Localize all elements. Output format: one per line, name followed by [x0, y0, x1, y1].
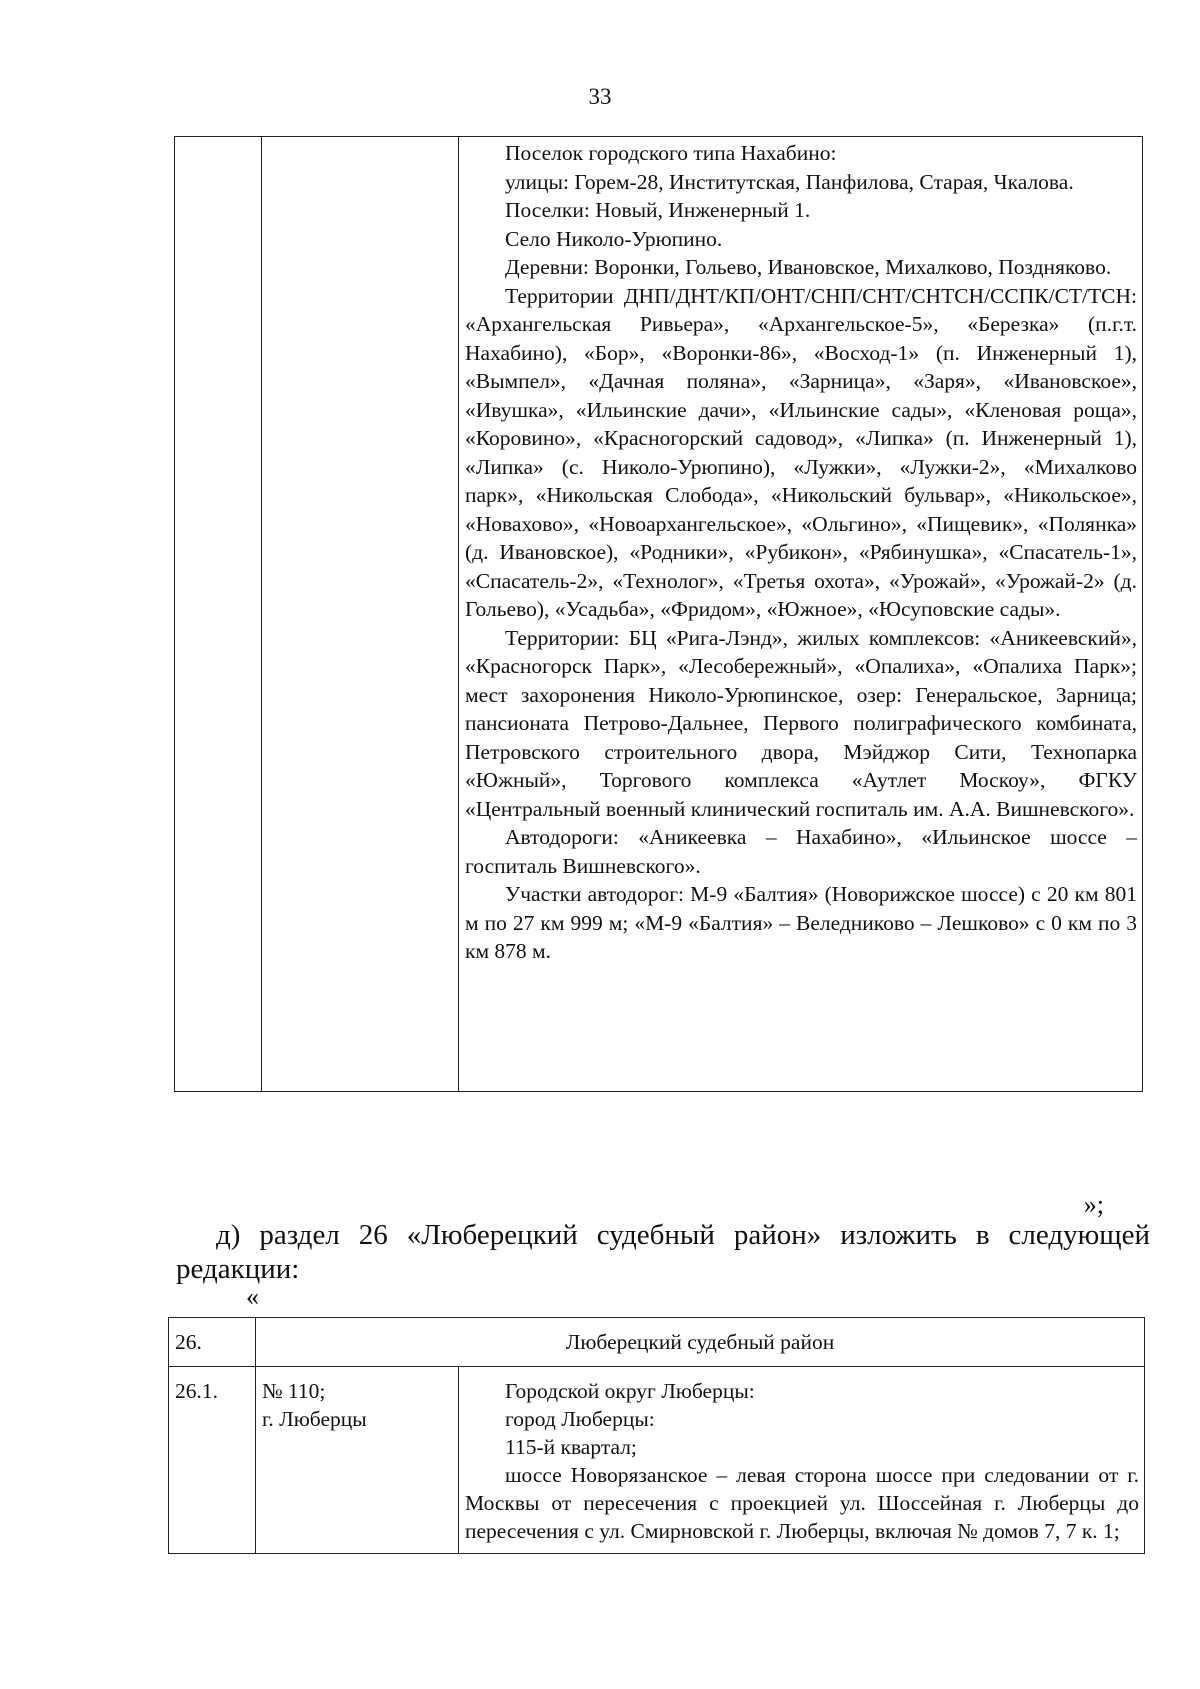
table-row — [169, 1367, 1145, 1554]
territory-paragraph: Село Николо-Урюпино. — [505, 226, 723, 251]
row-number: 26.1. — [169, 1367, 256, 1554]
territory-paragraph: Поселки: Новый, Инженерный 1. — [505, 198, 811, 222]
lyubertsy-district-table — [168, 1317, 1145, 1554]
territory-line: Городской округ Люберцы: — [505, 1379, 755, 1403]
territory-line: шоссе Новорязанское – левая сторона шоссе при следовании от г. Москвы от пересечения с проекцией ул. Шоссейная г. Люберцы до пересечения с ул. Смирновской г. Люберцы, включая № домов 7, 7 к. 1; — [465, 1463, 1139, 1543]
court-cell — [262, 137, 459, 1092]
table-header-row — [169, 1318, 1145, 1367]
territory-cell — [459, 1367, 1145, 1554]
court-number: № 110; — [262, 1379, 326, 1403]
opening-quote: « — [246, 1282, 259, 1311]
amendment-paragraph: д) раздел 26 «Люберецкий судебный район» изложить в следующей редакции: — [176, 1219, 1150, 1285]
territory-paragraph: Территории ДНП/ДНТ/КП/ОНТ/СНП/СНТ/СНТСН/ССПК/СТ/ТСН: «Архангельская Ривьера», «Архангельское-5», «Березка» (п.г.т. Нахабино), «Бор», «Воронки-86», «Восход-1» (п. Инженерный 1), «Вымпел», «Дачная поляна», «Зарница», «Заря», «Ивановское», «Ивушка», «Ильинские дачи», «Ильинские сады», «Кленовая роща», «Коровино», «Красногорский садовод», «Липка» (п. Инженерный 1), «Липка» (с. Николо-Урюпино), «Лужки», «Лужки-2», «Михалково парк», «Никольская Слобода», «Никольский бульвар», «Никольское», «Новахово», «Новоархангельское», «Ольгино», «Пищевик», «Полянка» (д. Ивановское), «Родники», «Рубикон», «Рябинушка», «Спасатель-1», «Спасатель-2», «Технолог», «Третья охота», «Урожай», «Урожай-2» (д. Гольево), «Усадьба», «Фридом», «Южное», «Юсуповские сады». — [465, 283, 1137, 621]
court-cell — [256, 1367, 459, 1554]
page-number: 33 — [588, 84, 612, 109]
territory-paragraph: улицы: Горем-28, Институтская, Панфилова, Старая, Чкалова. — [505, 169, 1074, 194]
territory-line: 115-й квартал; — [505, 1435, 637, 1459]
number-cell — [175, 137, 262, 1092]
court-city: г. Люберцы — [262, 1407, 367, 1431]
closing-quote: »; — [1083, 1190, 1104, 1219]
section-number: 26. — [169, 1318, 256, 1367]
territory-paragraph: Участки автодорог: М-9 «Балтия» (Новорижское шоссе) с 20 км 801 м по 27 км 999 м; «М-9 «Балтия» – Веледниково – Лешково» с 0 км по 3 км 878 м. — [465, 882, 1137, 963]
territory-paragraph: Территории: БЦ «Рига-Лэнд», жилых комплексов: «Аникеевский», «Красногорск Парк», «Лесобережный», «Опалиха», «Опалиха Парк»; мест захоронения Николо-Урюпинское, озер: Генеральское, Зарница; пансионата Петрово-Дальнее, Первого полиграфического комбината, Петровского строительного двора, Мэйджор Сити, Технопарка «Южный», Торгового комплекса «Аутлет Москоу», ФГКУ «Центральный военный клинический госпиталь им. А.А. Вишневского». — [465, 625, 1137, 821]
district-table-continued — [174, 136, 1143, 1092]
territory-paragraph: Поселок городского типа Нахабино: — [505, 141, 837, 165]
territory-paragraph: Автодороги: «Аникеевка – Нахабино», «Ильинское шоссе – госпиталь Вишневского». — [465, 825, 1137, 878]
section-title: Люберецкий судебный район — [256, 1318, 1145, 1367]
territory-line: город Люберцы: — [505, 1407, 655, 1431]
territory-cell — [459, 137, 1143, 1092]
territory-paragraph: Деревни: Воронки, Гольево, Ивановское, Михалково, Поздняково. — [505, 255, 1112, 279]
